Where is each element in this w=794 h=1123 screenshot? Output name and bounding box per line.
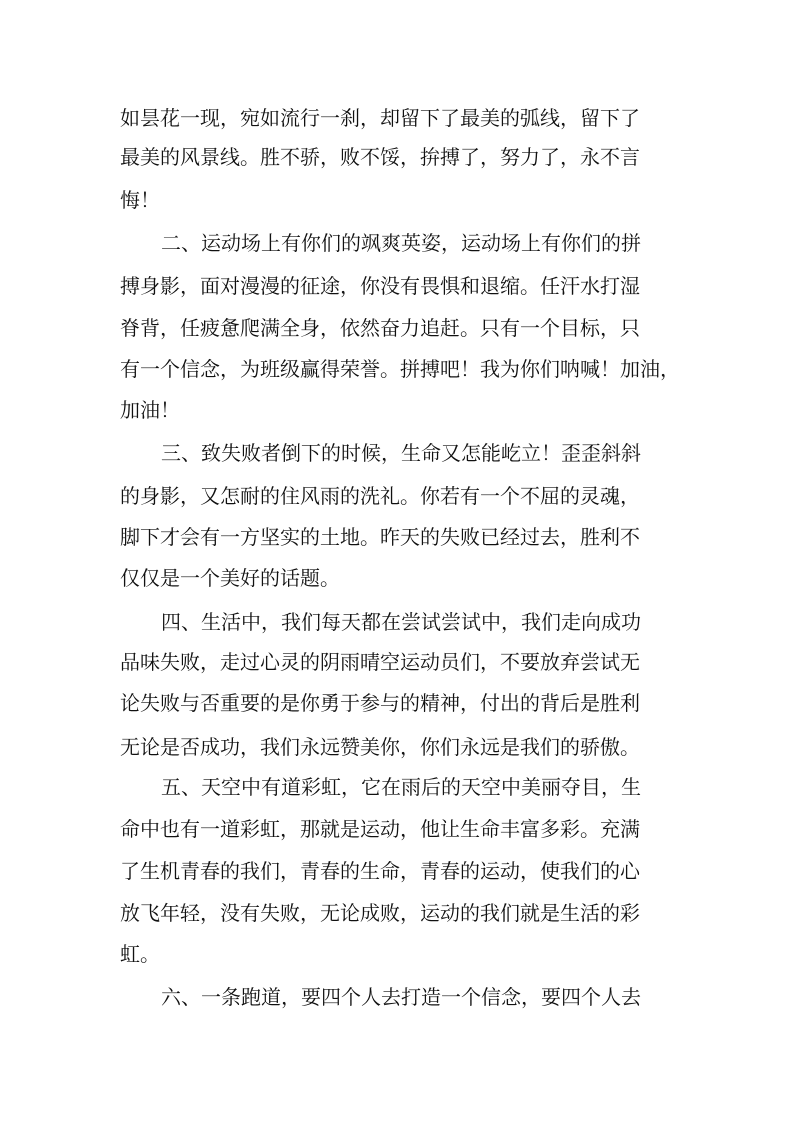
text-line: 无论是否成功，我们永远赞美你，你们永远是我们的骄傲。 — [120, 735, 640, 759]
paragraph-four-first-line: 四、生活中，我们每天都在尝试尝试中，我们走向成功 — [161, 610, 641, 634]
text-line: 命中也有一道彩虹，那就是运动，他让生命丰富多彩。充满 — [120, 817, 640, 841]
paragraph-five-first-line: 五、天空中有道彩虹，它在雨后的天空中美丽夺目，生 — [161, 775, 641, 799]
text-line: 品味失败，走过心灵的阴雨晴空运动员们，不要放弃尝试无 — [120, 650, 640, 674]
text-line: 的身影，又怎耐的住风雨的洗礼。你若有一个不屈的灵魂， — [120, 484, 640, 508]
text-line: 有一个信念，为班级赢得荣誉。拼搏吧！我为你们呐喊！加油， — [120, 357, 680, 381]
text-line: 加油！ — [120, 398, 180, 422]
text-line: 放飞年轻，没有失败，无论成败，运动的我们就是生活的彩 — [120, 901, 640, 925]
text-line: 了生机青春的我们，青春的生命，青春的运动，使我们的心 — [120, 859, 640, 883]
paragraph-six-first-line: 六、一条跑道，要四个人去打造一个信念，要四个人去 — [161, 985, 641, 1009]
text-line: 虹。 — [120, 942, 160, 966]
text-line: 搏身影，面对漫漫的征途，你没有畏惧和退缩。任汗水打湿 — [120, 274, 640, 298]
text-line: 脚下才会有一方坚实的土地。昨天的失败已经过去，胜利不 — [120, 525, 640, 549]
text-line: 悔！ — [120, 188, 160, 212]
text-line: 如昙花一现，宛如流行一刹，却留下了最美的弧线，留下了 — [120, 106, 640, 130]
text-line: 最美的风景线。胜不骄，败不馁，拚搏了，努力了，永不言 — [120, 145, 640, 169]
text-line: 仅仅是一个美好的话题。 — [120, 566, 340, 590]
text-line: 论失败与否重要的是你勇于参与的精神，付出的背后是胜利 — [120, 691, 640, 715]
paragraph-two-first-line: 二、运动场上有你们的飒爽英姿，运动场上有你们的拼 — [161, 231, 641, 255]
text-line: 脊背，任疲惫爬满全身，依然奋力追赶。只有一个目标，只 — [120, 316, 640, 340]
paragraph-three-first-line: 三、致失败者倒下的时候，生命又怎能屹立！歪歪斜斜 — [161, 441, 641, 465]
